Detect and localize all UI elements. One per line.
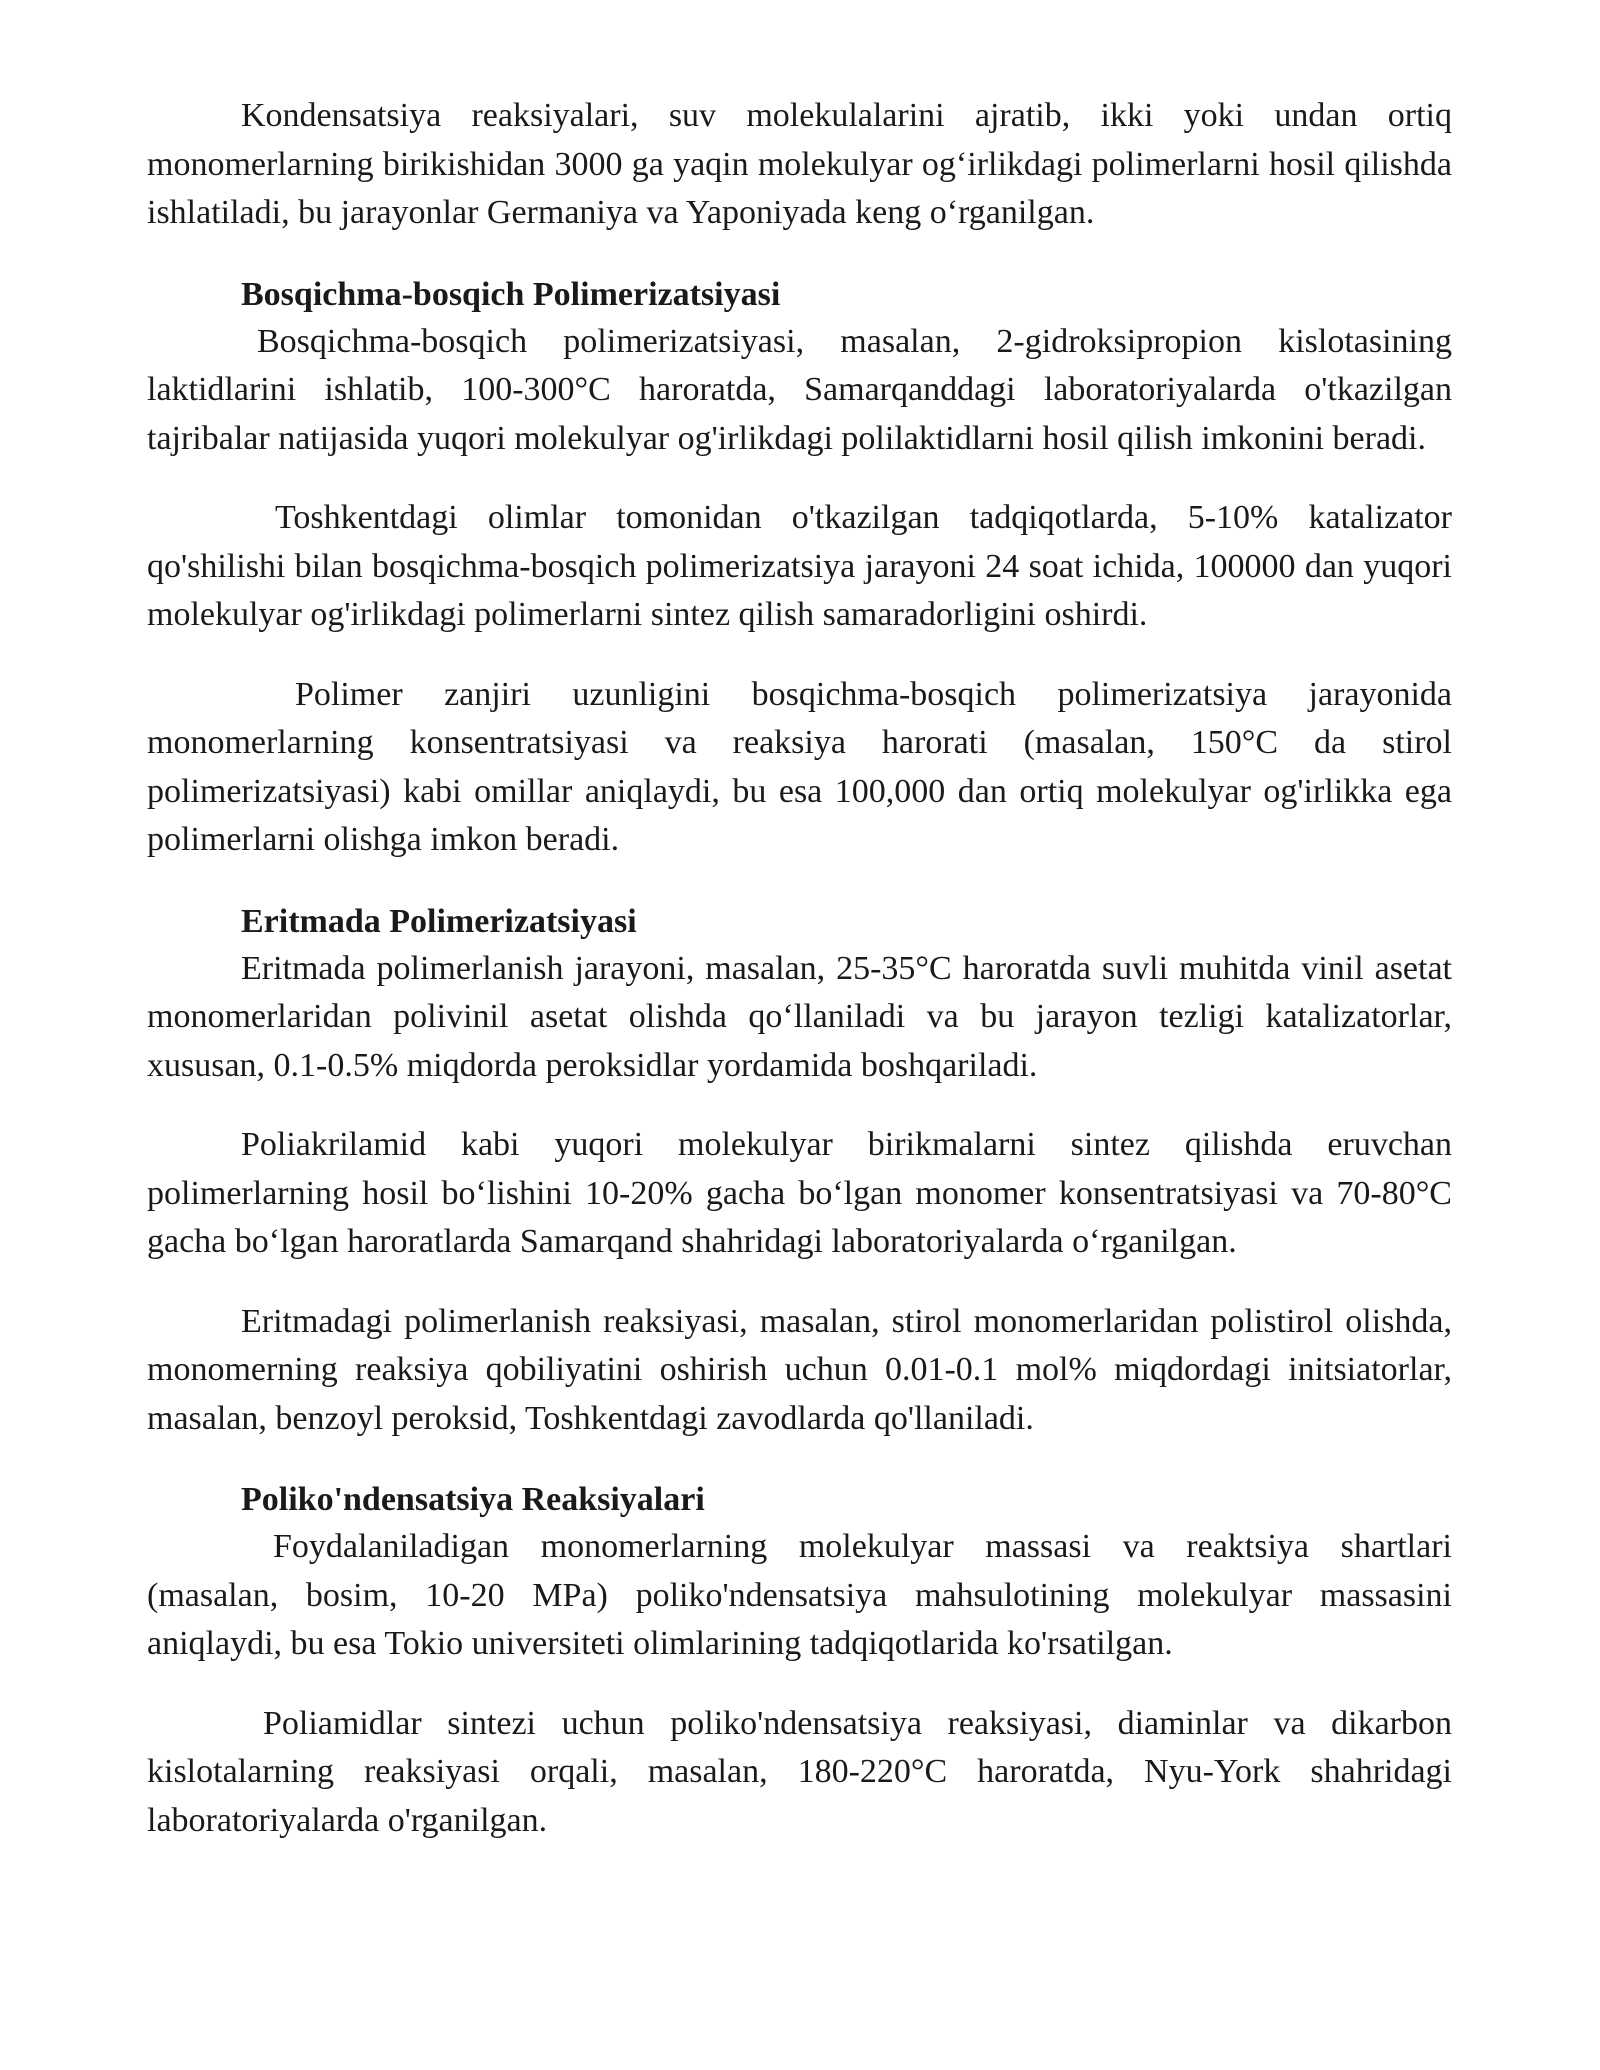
intro-paragraph: Kondensatsiya reaksiyalari, suv molekulalarini ajratib, ikki yoki undan ortiq monomerlarning birikishidan 3000 ga yaqin molekulyar og‘irlikdagi polimerlarni hosil qilishda ishlatiladi, bu jarayonlar Germaniya va Yaponiyada keng o‘rganilgan. — [147, 97, 1452, 231]
section-heading-polikondensatsiya: Poliko'ndensatsiya Reaksiyalari — [241, 1481, 705, 1518]
paragraph-bosqichma-1: Bosqichma-bosqich polimerizatsiyasi, masalan, 2-gidroksipropion kislotasining laktidlarini ishlatib, 100-300°C haroratda, Samarqanddagi laboratoriyalarda o'tkazilgan tajribalar natijasida yuqori molekulyar og'irlikdagi polilaktidlarni hosil qilish imkonini beradi. — [147, 322, 1452, 457]
document-page — [147, 92, 1452, 1845]
paragraph-bosqichma-3: Polimer zanjiri uzunligini bosqichma-bosqich polimerizatsiya jarayonida monomerlarning konsentratsiyasi va reaksiya harorati (masalan, 150°C da stirol polimerizatsiyasi) kabi omillar aniqlaydi, bu esa 100,000 dan ortiq molekulyar og'irlikka ega polimerlarni olishga imkon beradi. — [147, 675, 1452, 858]
paragraph-polikondensatsiya-2: Poliamidlar sintezi uchun poliko'ndensatsiya reaksiyasi, diaminlar va dikarbon kislotalarning reaksiyasi orqali, masalan, 180-220°C haroratda, Nyu-York shahridagi laboratoriyalarda o'rganilgan. — [147, 1704, 1452, 1839]
paragraph-polikondensatsiya-1: Foydalaniladigan monomerlarning molekulyar massasi va reaktsiya shartlari (masalan, bosim, 10-20 MPa) poliko'ndensatsiya mahsulotining molekulyar massasini aniqlaydi, bu esa Tokio universiteti olimlarining tadqiqotlarida ko'rsatilgan. — [147, 1528, 1452, 1662]
paragraph-bosqichma-2: Toshkentdagi olimlar tomonidan o'tkazilgan tadqiqotlarda, 5-10% katalizator qo'shilishi bilan bosqichma-bosqich polimerizatsiya jarayoni 24 soat ichida, 100000 dan yuqori molekulyar og'irlikdagi polimerlarni sintez qilish samaradorligini oshirdi. — [147, 499, 1452, 633]
paragraph-eritmada-2: Poliakrilamid kabi yuqori molekulyar birikmalarni sintez qilishda eruvchan polimerlarning hosil bo‘lishini 10-20% gacha bo‘lgan monomer konsentratsiyasi va 70-80°C gacha bo‘lgan haroratlarda Samarqand shahridagi laboratoriyalarda o‘rganilgan. — [147, 1126, 1452, 1260]
section-heading-bosqichma: Bosqichma-bosqich Polimerizatsiyasi — [241, 275, 781, 313]
paragraph-eritmada-1: Eritmada polimerlanish jarayoni, masalan, 25-35°C haroratda suvli muhitda vinil asetat monomerlaridan polivinil asetat olishda qo‘llaniladi va bu jarayon tezligi katalizatorlar, xususan, 0.1-0.5% miqdorda peroksidlar yordamida boshqariladi. — [147, 949, 1452, 1084]
paragraph-eritmada-3: Eritmadagi polimerlanish reaksiyasi, masalan, stirol monomerlaridan polistirol olishda, monomerning reaksiya qobiliyatini oshirish uchun 0.01-0.1 mol% miqdordagi initsiatorlar, masalan, benzoyl peroksid, Toshkentdagi zavodlarda qo'llaniladi. — [147, 1302, 1452, 1437]
section-heading-eritmada: Eritmada Polimerizatsiyasi — [241, 902, 637, 940]
